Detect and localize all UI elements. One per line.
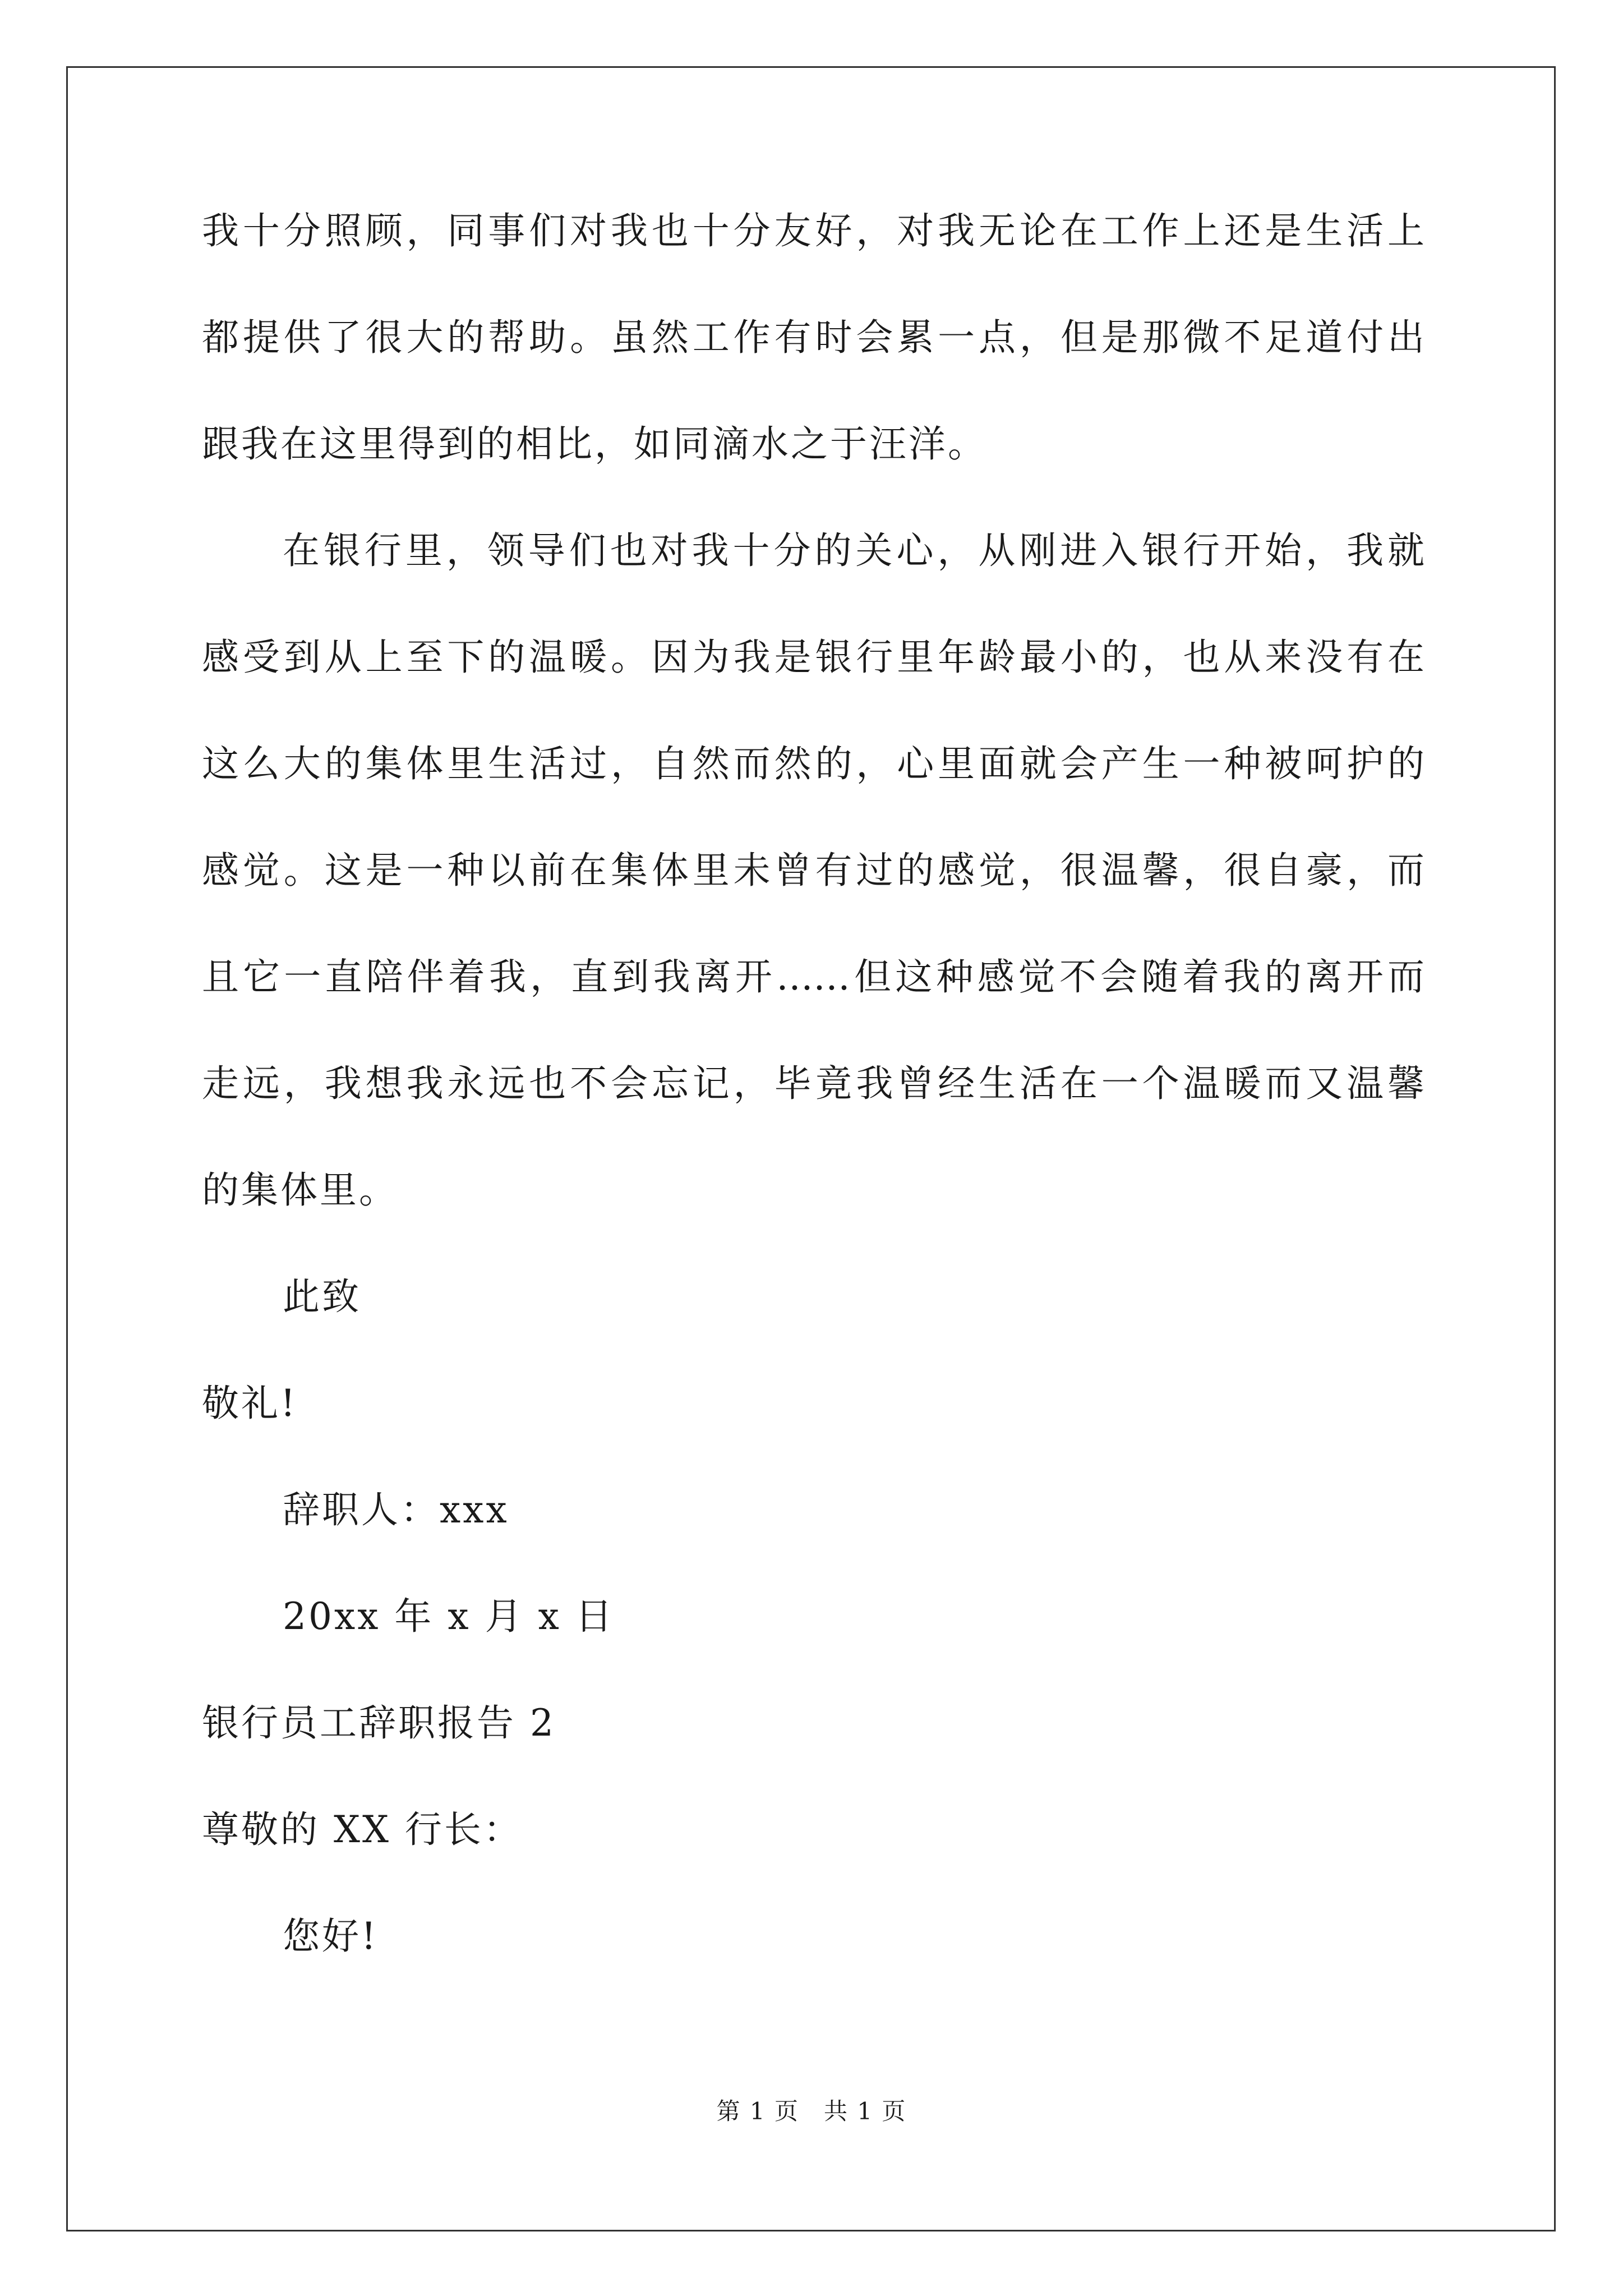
date-text: 20xx 年 x 月 x 日 xyxy=(283,1595,615,1638)
paragraph-line: 感觉。这是一种以前在集体里未曾有过的感觉，很温馨，很自豪，而 xyxy=(202,849,1424,892)
paragraph-line: 在银行里，领导们也对我十分的关心，从刚进入银行开始，我就 xyxy=(283,529,1424,572)
section-title: 银行员工辞职报告 2 xyxy=(202,1701,556,1745)
paragraph-line: 且它一直陪伴着我，直到我离开……但这种感觉不会随着我的离开而 xyxy=(202,955,1424,999)
paragraph-line: 的集体里。 xyxy=(202,1168,398,1212)
paragraph-line: 这么大的集体里生活过，自然而然的，心里面就会产生一种被呵护的 xyxy=(202,742,1424,785)
signature-text: 辞职人：xxx xyxy=(283,1488,509,1531)
paragraph-line: 都提供了很大的帮助。虽然工作有时会累一点，但是那微不足道付出 xyxy=(202,316,1424,359)
salute-text: 敬礼! xyxy=(202,1382,298,1425)
paragraph-line: 我十分照顾，同事们对我也十分友好，对我无论在工作上还是生活上 xyxy=(202,209,1424,252)
addressee-text: 尊敬的 XX 行长： xyxy=(202,1808,523,1851)
greeting-text: 您好! xyxy=(283,1915,379,1958)
paragraph-line: 跟我在这里得到的相比，如同滴水之于汪洋。 xyxy=(202,422,987,466)
page-footer: 第 1 页 共 1 页 xyxy=(716,2097,907,2125)
paragraph-line: 感受到从上至下的温暖。因为我是银行里年龄最小的，也从来没有在 xyxy=(202,636,1424,679)
page-border xyxy=(66,66,1556,2231)
paragraph-line: 走远，我想我永远也不会忘记，毕竟我曾经生活在一个温暖而又温馨 xyxy=(202,1062,1424,1105)
closing-text: 此致 xyxy=(283,1275,361,1318)
